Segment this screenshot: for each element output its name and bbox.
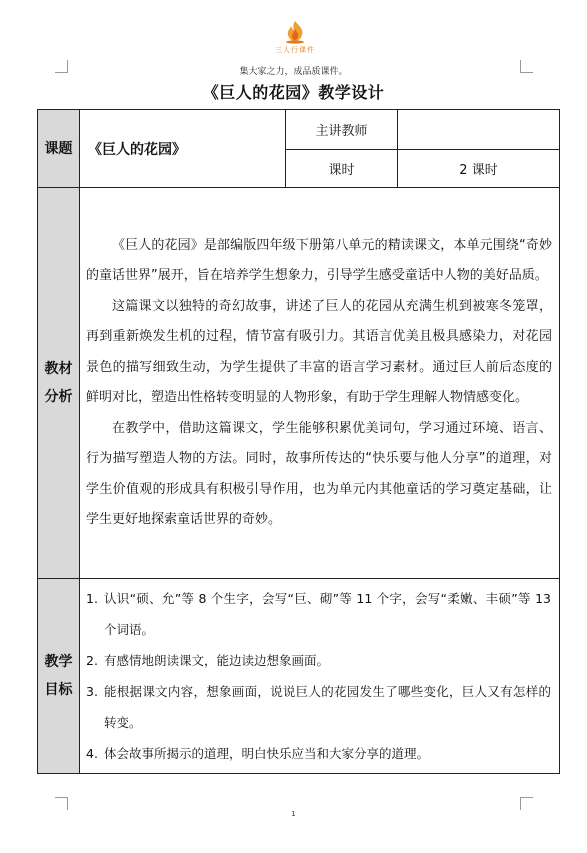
goal-item	[86, 676, 551, 738]
goals-row	[38, 579, 560, 774]
goals-content	[80, 579, 560, 774]
flame-icon	[280, 20, 310, 44]
page-number: 1	[291, 810, 296, 818]
hours-value: 2 课时	[398, 150, 560, 188]
analysis-row	[38, 188, 560, 579]
analysis-paragraph: 《巨人的花园》是部编版四年级下册第八单元的精读课文，本单元围绕“奇妙的童话世界”展开，旨在培养学生想象力，引导学生感受童话中人物的美好品质。	[86, 237, 552, 283]
keti-label: 课题	[38, 110, 80, 188]
goal-text: 体会故事所揭示的道理，明白快乐应当和大家分享的道理。	[104, 746, 430, 761]
teacher-value	[398, 110, 560, 150]
analysis-paragraph: 这篇课文以独特的奇幻故事，讲述了巨人的花园从充满生机到被寒冬笼罩，再到重新焕发生机的过程，情节富有吸引力。其语言优美且极具感染力，对花园景色的描写细致生动，为学生提供了丰富的语言学习素材。通过巨人前后态度的鲜明对比，塑造出性格转变明显的人物形象，有助于学生理解人物情感变化。	[86, 298, 552, 405]
goals-label: 教学目标	[38, 579, 80, 774]
crop-mark-top-right	[520, 60, 533, 73]
crop-mark-bottom-left	[55, 797, 68, 810]
analysis-content	[80, 188, 560, 579]
goal-text: 认识“硕、允”等 8 个生字，会写“巨、砌”等 11 个字，会写“柔嫩、丰硕”等 13 个词语。	[104, 591, 551, 637]
goal-number: 3.	[86, 684, 98, 699]
analysis-label: 教材分析	[38, 188, 80, 579]
goal-text: 能根据课文内容，想象画面，说说巨人的花园发生了哪些变化，巨人又有怎样的转变。	[104, 684, 551, 730]
hours-label: 课时	[286, 150, 398, 188]
crop-mark-top-left	[55, 60, 68, 73]
goal-number: 1.	[86, 591, 98, 606]
lesson-plan-table	[37, 109, 560, 774]
page-title: 《巨人的花园》教学设计	[202, 83, 385, 102]
brand-logo	[243, 20, 347, 60]
logo-text: 三人行课件	[275, 46, 315, 54]
crop-mark-bottom-right	[520, 797, 533, 810]
goal-item	[86, 583, 551, 645]
goal-item	[86, 645, 551, 676]
analysis-paragraph: 在教学中，借助这篇课文，学生能够积累优美词句，学习通过环境、语言、行为描写塑造人物的方法。同时，故事所传达的“快乐要与他人分享”的道理，对学生价值观的形成具有积极引导作用，也为单元内其他童话的学习奠定基础，让学生更好地探索童话世界的奇妙。	[86, 420, 552, 527]
keti-value: 《巨人的花园》	[80, 110, 286, 188]
goal-text: 有感情地朗读课文，能边读边想象画面。	[104, 653, 330, 668]
goal-item	[86, 738, 551, 769]
info-row-teacher	[38, 110, 560, 150]
slogan: 集大家之力，成品质课件。	[239, 67, 348, 77]
teacher-label: 主讲教师	[286, 110, 398, 150]
goal-number: 4.	[86, 746, 98, 761]
goal-number: 2.	[86, 653, 98, 668]
